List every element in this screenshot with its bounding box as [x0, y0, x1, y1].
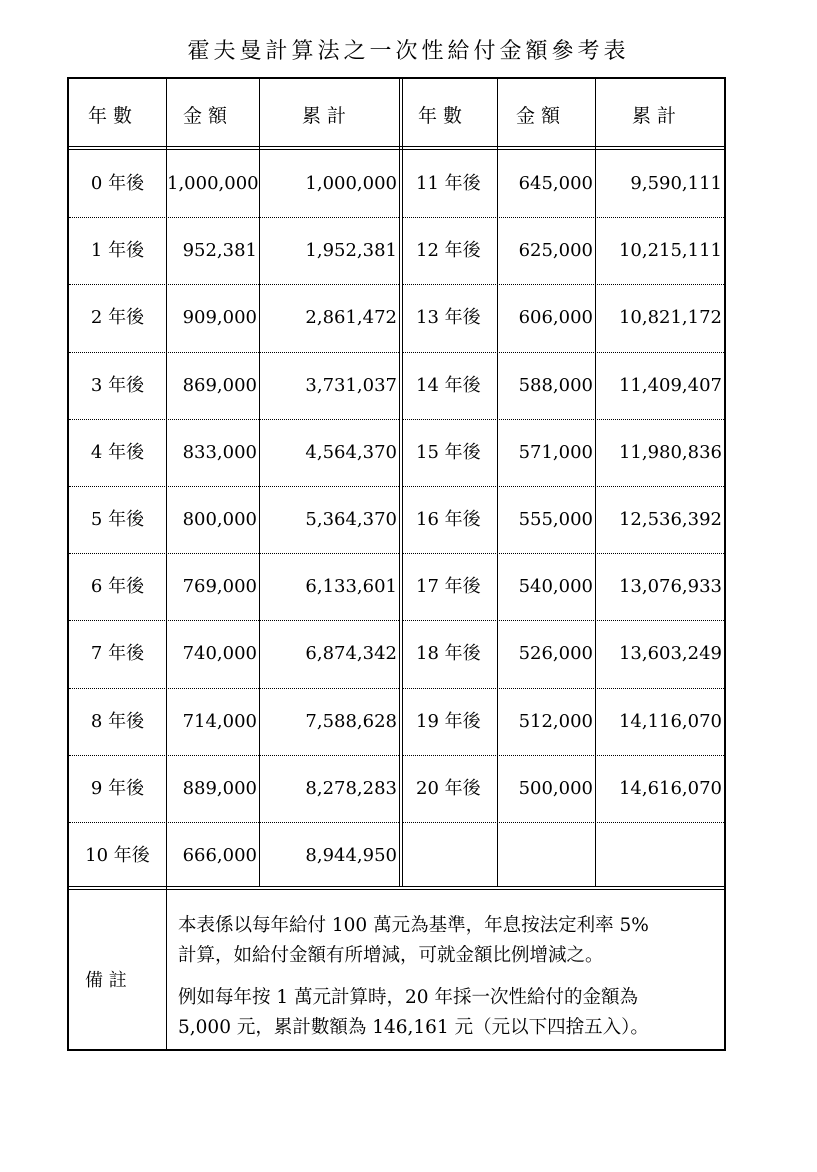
amount-cell: 588,000 [518, 374, 593, 396]
row-separator [69, 284, 399, 285]
cumulative-cell: 11,409,407 [618, 374, 722, 396]
year-cell: 5 年後 [90, 509, 145, 530]
row-separator [403, 553, 724, 554]
cumulative-cell: 6,874,342 [305, 643, 397, 665]
row-separator [403, 419, 724, 420]
year-cell: 8 年後 [90, 710, 145, 732]
cumulative-cell: 3,731,037 [305, 374, 397, 396]
year-cell: 15 年後 [416, 441, 481, 463]
amount-cell: 625,000 [518, 240, 593, 262]
year-cell: 2 年後 [90, 307, 145, 329]
cumulative-cell: 10,821,172 [618, 307, 722, 329]
notes-label: 備 註 [85, 970, 127, 991]
cumulative-cell: 5,364,370 [305, 509, 397, 530]
notes-divider [69, 886, 724, 890]
amount-cell: 666,000 [182, 845, 257, 866]
row-separator [403, 755, 724, 756]
amount-cell: 512,000 [518, 710, 593, 732]
year-cell: 0 年後 [90, 173, 145, 194]
amount-cell: 909,000 [182, 307, 257, 329]
amount-cell: 555,000 [518, 509, 593, 530]
amount-cell: 833,000 [182, 441, 257, 463]
year-cell: 6 年後 [90, 576, 145, 598]
year-cell: 3 年後 [90, 374, 145, 396]
cumulative-cell: 7,588,628 [305, 710, 397, 732]
amount-cell: 645,000 [518, 173, 593, 194]
year-cell: 13 年後 [416, 307, 481, 329]
row-separator [69, 352, 399, 353]
year-cell: 7 年後 [90, 643, 145, 665]
cumulative-cell: 13,076,933 [618, 576, 722, 598]
year-cell: 16 年後 [416, 509, 481, 530]
row-separator [403, 822, 724, 823]
row-separator [403, 217, 724, 218]
page-title: 霍夫曼計算法之一次性給付金額參考表 [187, 39, 630, 64]
header-cumulative: 累 計 [302, 105, 347, 127]
col-divider [497, 79, 498, 887]
amount-cell: 714,000 [182, 710, 257, 732]
year-cell: 1 年後 [90, 240, 145, 262]
year-cell: 10 年後 [85, 845, 150, 866]
row-separator [403, 352, 724, 353]
notes-line: 例如每年按 1 萬元計算時，20 年採一次性給付的金額為 [178, 987, 638, 1008]
amount-cell: 740,000 [182, 643, 257, 665]
year-cell: 4 年後 [90, 441, 145, 463]
year-cell: 11 年後 [416, 173, 481, 194]
cumulative-cell: 14,616,070 [618, 777, 722, 799]
row-separator [69, 688, 399, 689]
table-border-right [724, 77, 726, 1051]
notes-line: 計算，如給付金額有所增減，可就金額比例增減之。 [178, 945, 604, 966]
cumulative-cell: 10,215,111 [618, 240, 722, 262]
row-separator [69, 486, 399, 487]
cumulative-cell: 6,133,601 [305, 576, 397, 598]
header-amount: 金 額 [183, 105, 228, 127]
amount-cell: 540,000 [518, 576, 593, 598]
amount-cell: 500,000 [518, 777, 593, 799]
header-years: 年 數 [418, 105, 463, 127]
row-separator [69, 553, 399, 554]
header-divider [69, 146, 724, 150]
row-separator [69, 822, 399, 823]
cumulative-cell: 8,278,283 [305, 777, 397, 799]
row-separator [69, 755, 399, 756]
year-cell: 18 年後 [416, 643, 481, 665]
cumulative-cell: 1,000,000 [305, 173, 397, 194]
cumulative-cell: 12,536,392 [618, 509, 722, 530]
row-separator [403, 620, 724, 621]
cumulative-cell: 14,116,070 [618, 710, 722, 732]
year-cell: 14 年後 [416, 374, 481, 396]
header-years: 年 數 [88, 105, 133, 127]
col-divider [166, 79, 167, 1049]
row-separator [69, 217, 399, 218]
amount-cell: 769,000 [182, 576, 257, 598]
amount-cell: 571,000 [518, 441, 593, 463]
header-cumulative: 累 計 [632, 105, 677, 127]
col-divider [259, 79, 260, 887]
row-separator [69, 419, 399, 420]
row-separator [403, 688, 724, 689]
cumulative-cell: 2,861,472 [305, 307, 397, 329]
amount-cell: 606,000 [518, 307, 593, 329]
table-border-bottom [67, 1049, 726, 1051]
amount-cell: 952,381 [182, 240, 257, 262]
year-cell: 12 年後 [416, 240, 481, 262]
amount-cell: 800,000 [182, 509, 257, 530]
year-cell: 20 年後 [416, 777, 481, 799]
cumulative-cell: 1,952,381 [305, 240, 397, 262]
cumulative-cell: 8,944,950 [305, 845, 397, 866]
cumulative-cell: 13,603,249 [618, 643, 722, 665]
col-divider [595, 79, 596, 887]
notes-line: 本表係以每年給付 100 萬元為基準，年息按法定利率 5% [178, 915, 649, 936]
cumulative-cell: 9,590,111 [630, 173, 722, 194]
notes-line: 5,000 元，累計數額為 146,161 元（元以下四捨五入）。 [178, 1017, 649, 1038]
table-border-left [67, 77, 69, 1051]
year-cell: 19 年後 [416, 710, 481, 732]
row-separator [69, 620, 399, 621]
amount-cell: 1,000,000 [167, 173, 259, 194]
cumulative-cell: 4,564,370 [305, 441, 397, 463]
amount-cell: 869,000 [182, 374, 257, 396]
cumulative-cell: 11,980,836 [618, 441, 722, 463]
row-separator [403, 284, 724, 285]
amount-cell: 526,000 [518, 643, 593, 665]
header-amount: 金 額 [516, 105, 561, 127]
year-cell: 17 年後 [416, 576, 481, 598]
row-separator [403, 486, 724, 487]
year-cell: 9 年後 [90, 777, 145, 799]
amount-cell: 889,000 [182, 777, 257, 799]
col-divider-double [399, 79, 403, 887]
